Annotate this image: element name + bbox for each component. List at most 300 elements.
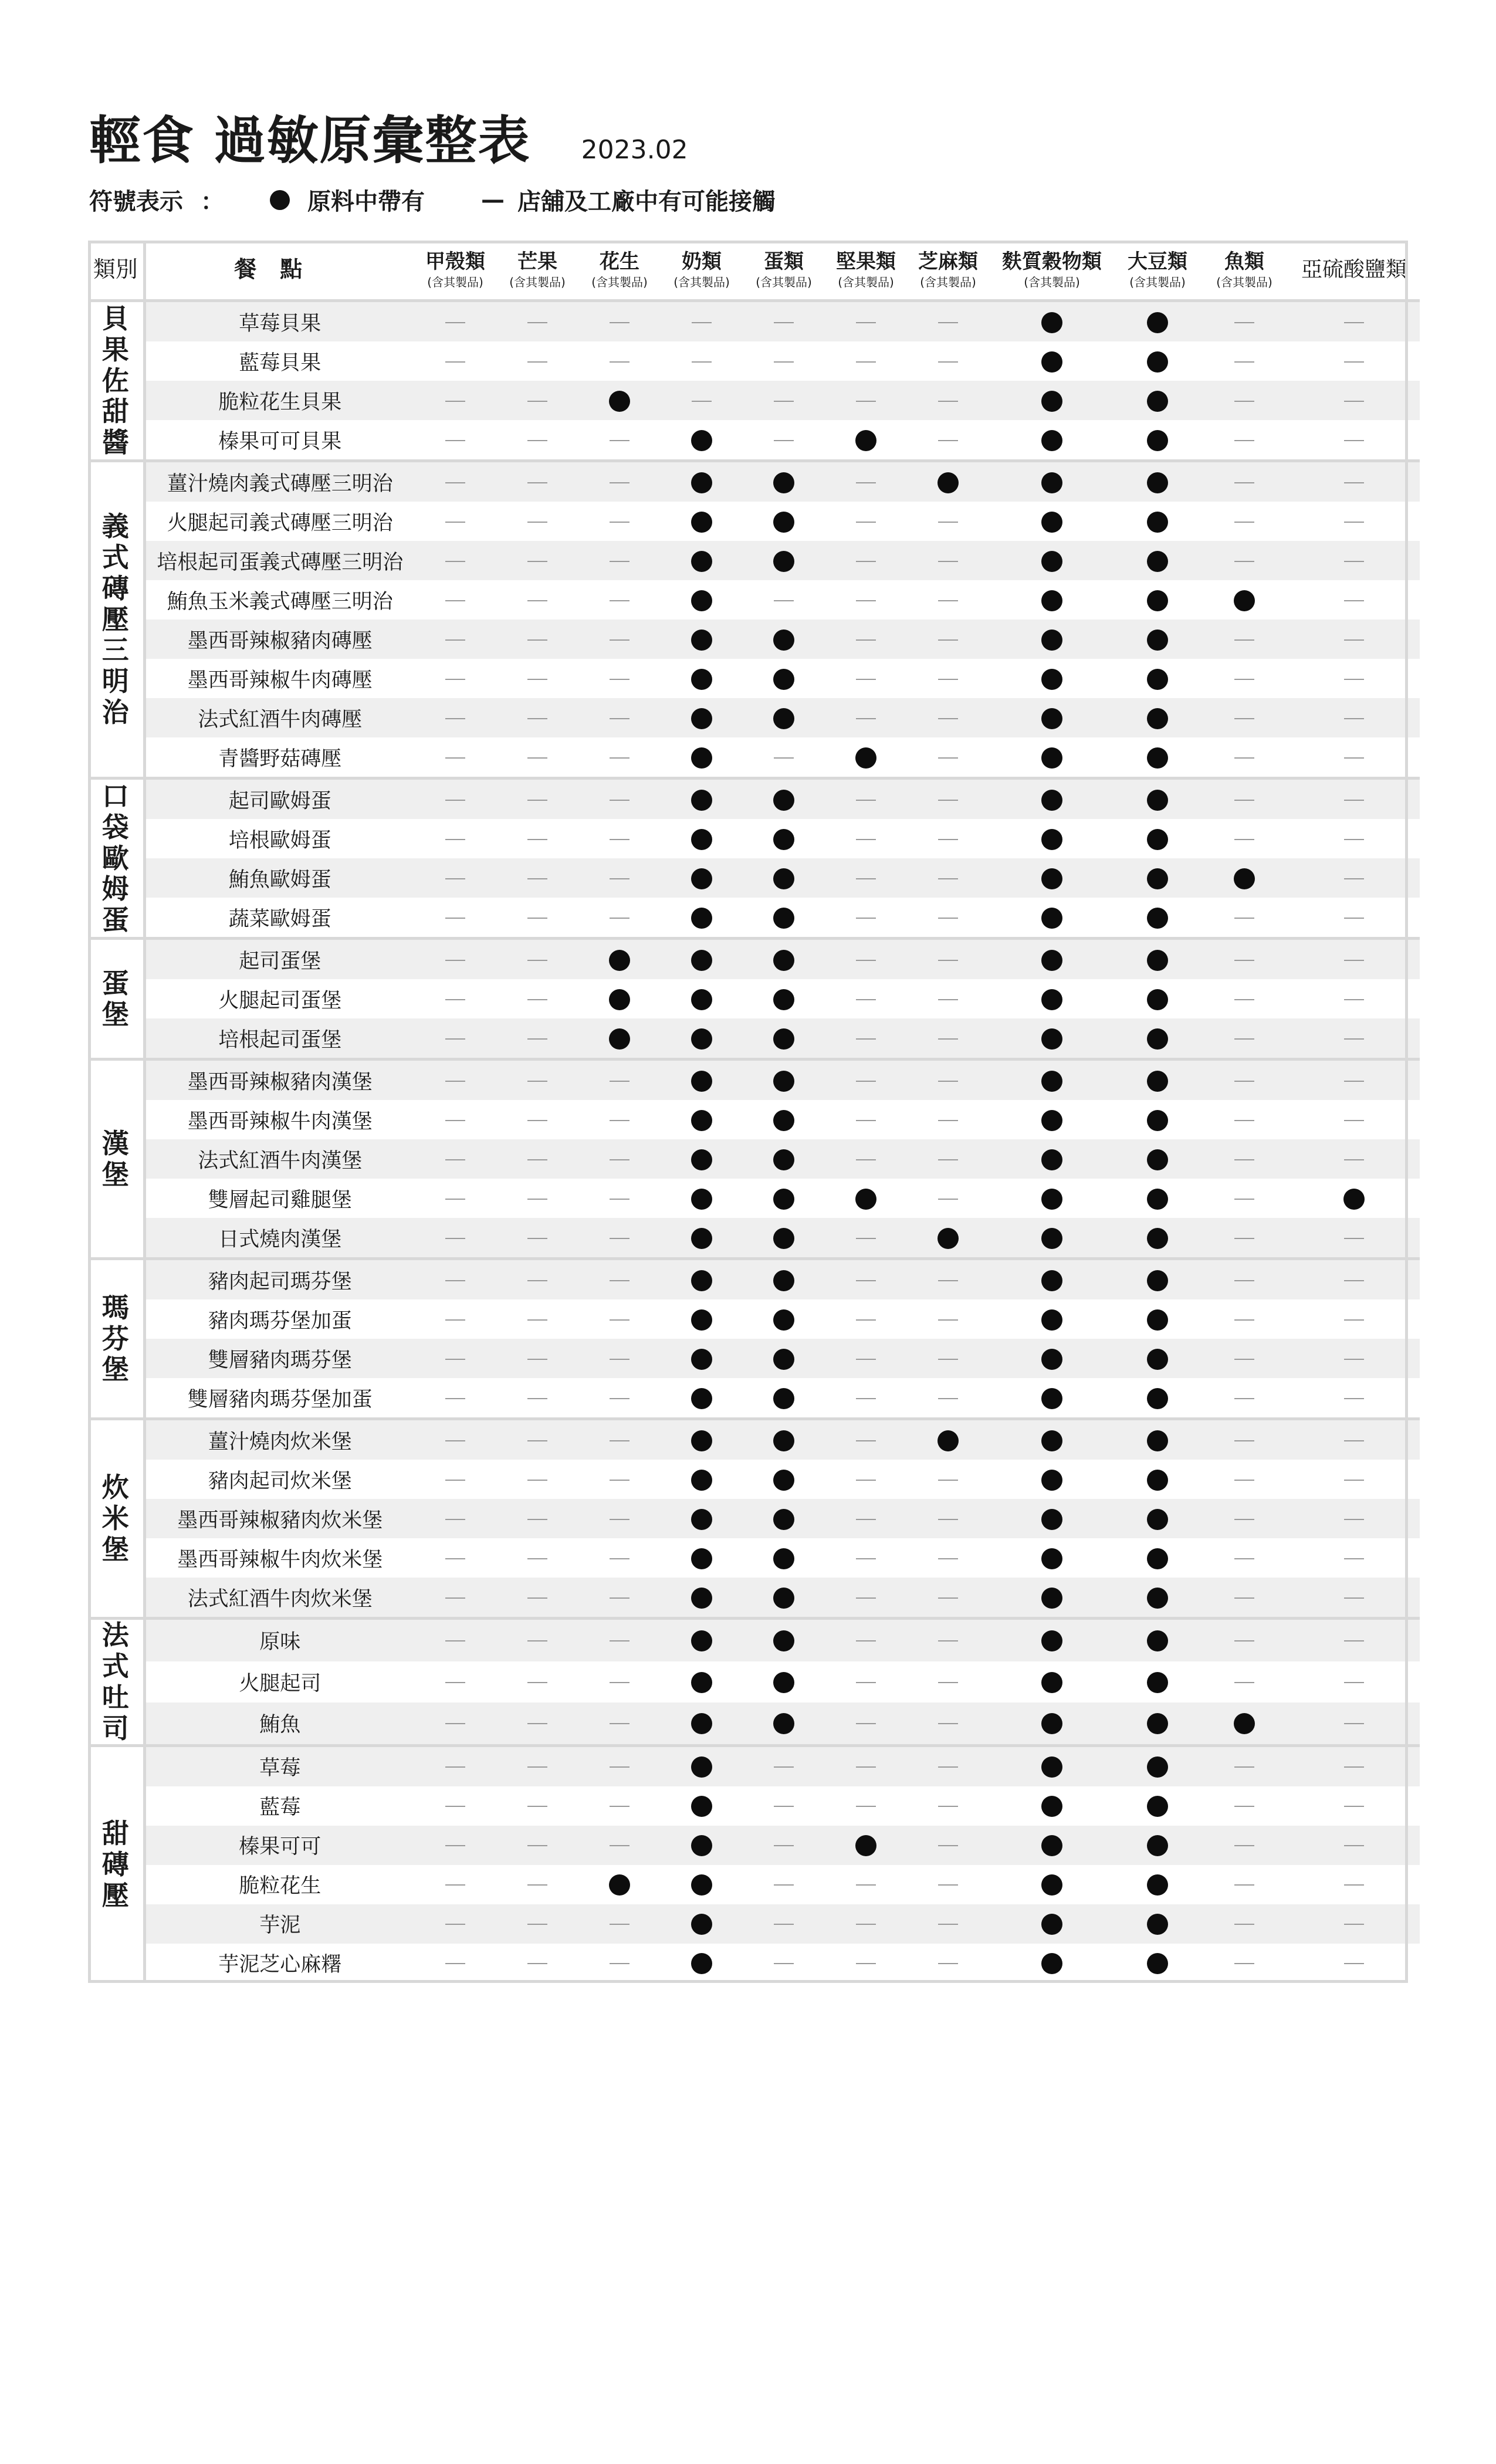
contains-dot-icon: [691, 590, 712, 611]
table-row: [88, 1578, 1420, 1619]
allergen-cell: [1115, 1619, 1200, 1661]
possible-contact-dash-icon: [610, 482, 629, 483]
allergen-cell: [907, 502, 989, 541]
allergen-cell: [1200, 979, 1288, 1018]
possible-contact-dash-icon: [1344, 482, 1364, 483]
allergen-cell: [907, 1339, 989, 1378]
title-block: [89, 100, 688, 174]
possible-contact-dash-icon: [856, 1682, 876, 1683]
possible-contact-dash-icon: [610, 1359, 629, 1360]
allergen-cell: [578, 1786, 661, 1826]
possible-contact-dash-icon: [856, 600, 876, 601]
contains-dot-icon: [1041, 1149, 1062, 1170]
contains-dot-icon: [773, 1228, 794, 1249]
allergen-cell: [661, 1904, 743, 1944]
allergen-cell: [1200, 620, 1288, 659]
allergen-cell: [989, 1944, 1115, 1983]
possible-contact-dash-icon: [938, 1319, 958, 1321]
possible-contact-dash-icon: [1234, 639, 1254, 641]
table-row: [88, 1499, 1420, 1538]
possible-contact-dash-icon: [1344, 1640, 1364, 1641]
allergen-cell: [825, 1786, 907, 1826]
contains-dot-icon: [1041, 908, 1062, 929]
possible-contact-dash-icon: [938, 839, 958, 840]
allergen-cell: [907, 737, 989, 779]
table-row: [88, 1745, 1420, 1786]
contains-dot-icon: [773, 1309, 794, 1331]
contains-dot-icon: [1041, 1713, 1062, 1734]
contains-dot-icon: [691, 1110, 712, 1131]
table-row: [88, 1339, 1420, 1378]
category-group: [88, 1745, 1420, 1983]
allergen-cell: [414, 1904, 496, 1944]
allergen-cell: [661, 1259, 743, 1300]
allergen-cell: [578, 1661, 661, 1703]
contains-dot-icon: [1147, 1796, 1168, 1817]
possible-contact-dash-icon: [1234, 718, 1254, 719]
possible-contact-dash-icon: [1344, 800, 1364, 801]
contains-dot-icon: [1041, 1548, 1062, 1569]
possible-contact-dash-icon: [856, 878, 876, 879]
contains-dot-icon: [1343, 1189, 1365, 1210]
contains-dot-icon: [691, 430, 712, 451]
possible-contact-dash-icon: [610, 1723, 629, 1724]
allergen-cell: [1115, 1060, 1200, 1101]
possible-contact-dash-icon: [445, 1597, 465, 1599]
legend-dash-text: 店舖及工廠中有可能接觸: [517, 188, 776, 215]
allergen-column-header: [578, 241, 661, 301]
possible-contact-dash-icon: [445, 878, 465, 879]
allergen-name: 芝麻類: [918, 249, 978, 273]
allergen-cell: [496, 1460, 578, 1499]
allergen-cell: [1288, 541, 1420, 580]
allergen-cell: [1288, 1745, 1420, 1786]
allergen-cell: [1115, 659, 1200, 698]
allergen-cell: [743, 1339, 825, 1378]
allergen-cell: [578, 1060, 661, 1101]
allergen-cell: [578, 541, 661, 580]
possible-contact-dash-icon: [445, 1038, 465, 1040]
possible-contact-dash-icon: [527, 639, 547, 641]
allergen-cell: [414, 737, 496, 779]
allergen-cell: [496, 1218, 578, 1259]
contains-dot-icon: [1041, 669, 1062, 690]
possible-contact-dash-icon: [856, 1398, 876, 1399]
possible-contact-dash-icon: [938, 679, 958, 680]
possible-contact-dash-icon: [527, 1081, 547, 1082]
contains-dot-icon: [1041, 1349, 1062, 1370]
contains-dot-icon: [1147, 430, 1168, 451]
allergen-cell: [907, 1578, 989, 1619]
possible-contact-dash-icon: [445, 1766, 465, 1768]
possible-contact-dash-icon: [856, 1280, 876, 1281]
contains-dot-icon: [691, 1914, 712, 1935]
possible-contact-dash-icon: [445, 1806, 465, 1807]
possible-contact-dash-icon: [1234, 1640, 1254, 1641]
menu-item-name: 蔬菜歐姆蛋: [228, 907, 331, 931]
possible-contact-dash-icon: [527, 322, 547, 323]
possible-contact-dash-icon: [856, 1723, 876, 1724]
possible-contact-dash-icon: [856, 960, 876, 961]
possible-contact-dash-icon: [938, 800, 958, 801]
allergen-cell: [1288, 1904, 1420, 1944]
table-row: [88, 1786, 1420, 1826]
allergen-name: 蛋類: [764, 249, 804, 273]
allergen-cell: [496, 1419, 578, 1460]
allergen-cell: [496, 1179, 578, 1218]
allergen-cell: [743, 1661, 825, 1703]
table-row: [88, 1218, 1420, 1259]
possible-contact-dash-icon: [1234, 918, 1254, 919]
allergen-cell: [578, 1139, 661, 1179]
possible-contact-dash-icon: [1344, 1682, 1364, 1683]
allergen-cell: [825, 659, 907, 698]
possible-contact-dash-icon: [938, 1597, 958, 1599]
menu-item-name: 起司歐姆蛋: [144, 779, 414, 820]
contains-dot-icon: [1041, 351, 1062, 373]
allergen-cell: [1200, 1419, 1288, 1460]
contains-dot-icon: [855, 1835, 876, 1856]
possible-contact-dash-icon: [527, 1038, 547, 1040]
contains-dot-icon: [1041, 1672, 1062, 1693]
table-row: [88, 1060, 1420, 1101]
possible-contact-dash-icon: [856, 1440, 876, 1441]
allergen-cell: [907, 659, 989, 698]
allergen-cell: [1200, 341, 1288, 381]
allergen-cell: [825, 1259, 907, 1300]
possible-contact-dash-icon: [610, 1120, 629, 1121]
possible-contact-dash-icon: [445, 918, 465, 919]
possible-contact-dash-icon: [1234, 561, 1254, 562]
allergen-cell: [1115, 341, 1200, 381]
allergen-cell: [907, 1060, 989, 1101]
allergen-cell: [743, 1139, 825, 1179]
allergen-cell: [1115, 1460, 1200, 1499]
allergen-cell: [907, 1419, 989, 1460]
possible-contact-dash-icon: [856, 1597, 876, 1599]
possible-contact-dash-icon: [610, 1480, 629, 1481]
allergen-cell: [578, 898, 661, 939]
allergen-cell: [907, 1826, 989, 1865]
allergen-column-header: [1200, 241, 1288, 301]
possible-contact-dash-icon: [527, 918, 547, 919]
possible-contact-dash-icon: [527, 1480, 547, 1481]
allergen-cell: [989, 979, 1115, 1018]
possible-contact-dash-icon: [1234, 1884, 1254, 1886]
allergen-cell: [743, 461, 825, 502]
possible-contact-dash-icon: [1234, 1199, 1254, 1200]
possible-contact-dash-icon: [445, 1120, 465, 1121]
menu-item-name: 墨西哥辣椒豬肉磚壓: [144, 620, 414, 659]
possible-contact-dash-icon: [527, 1120, 547, 1121]
allergen-column-header: [1115, 241, 1200, 301]
possible-contact-dash-icon: [445, 1398, 465, 1399]
allergen-cell: [1288, 301, 1420, 342]
contains-dot-icon: [773, 868, 794, 889]
allergen-name: 花生: [600, 249, 639, 273]
contains-dot-icon: [1234, 868, 1255, 889]
contains-dot-icon: [773, 1349, 794, 1370]
contains-dot-icon: [1041, 1309, 1062, 1331]
possible-contact-dash-icon: [856, 361, 876, 363]
allergen-cell: [743, 1218, 825, 1259]
possible-contact-dash-icon: [1344, 1038, 1364, 1040]
possible-contact-dash-icon: [527, 1806, 547, 1807]
allergen-cell: [1200, 1703, 1288, 1745]
possible-contact-dash-icon: [445, 1199, 465, 1200]
allergen-cell: [825, 1299, 907, 1339]
possible-contact-dash-icon: [1344, 1884, 1364, 1886]
menu-item-name: 火腿起司: [239, 1671, 321, 1695]
table-row: [88, 1661, 1420, 1703]
allergen-cell: [414, 1786, 496, 1826]
allergen-cell: [578, 659, 661, 698]
contains-dot-icon: [1147, 1756, 1168, 1778]
allergen-cell: [578, 779, 661, 820]
allergen-cell: [661, 1100, 743, 1139]
menu-item-name: 法式紅酒牛肉漢堡: [144, 1139, 414, 1179]
allergen-cell: [1200, 301, 1288, 342]
possible-contact-dash-icon: [1344, 999, 1364, 1000]
category-text: 蛋 堡: [101, 967, 129, 1030]
allergen-cell: [1288, 1259, 1420, 1300]
table-row: [88, 341, 1420, 381]
allergen-cell: [1115, 1139, 1200, 1179]
contains-dot-icon: [1041, 551, 1062, 572]
allergen-cell: [496, 620, 578, 659]
menu-item-name: 草莓貝果: [144, 301, 414, 342]
allergen-cell: [578, 819, 661, 858]
menu-item-name: 培根歐姆蛋: [228, 828, 331, 852]
possible-contact-dash-icon: [856, 918, 876, 919]
allergen-name: 魚類: [1224, 249, 1264, 273]
contains-dot-icon: [691, 790, 712, 811]
allergen-cell: [907, 939, 989, 980]
category-text: 貝 果 佐 甜 醬: [101, 302, 129, 459]
allergen-cell: [1115, 461, 1200, 502]
possible-contact-dash-icon: [938, 918, 958, 919]
contains-dot-icon: [773, 1672, 794, 1693]
allergen-cell: [496, 979, 578, 1018]
allergen-cell: [1200, 1619, 1288, 1661]
possible-contact-dash-icon: [445, 1238, 465, 1239]
category-label: [88, 1745, 144, 1983]
allergen-cell: [1200, 659, 1288, 698]
possible-contact-dash-icon: [1344, 878, 1364, 879]
allergen-cell: [414, 1378, 496, 1419]
contains-dot-icon: [691, 1388, 712, 1409]
possible-contact-dash-icon: [610, 1558, 629, 1559]
possible-contact-dash-icon: [856, 1159, 876, 1160]
allergen-cell: [1200, 1299, 1288, 1339]
possible-contact-dash-icon: [527, 999, 547, 1000]
possible-contact-dash-icon: [1344, 322, 1364, 323]
allergen-cell: [578, 1703, 661, 1745]
possible-contact-dash-icon: [445, 1884, 465, 1886]
contains-dot-icon: [609, 1874, 630, 1896]
allergen-cell: [414, 1865, 496, 1904]
possible-contact-dash-icon: [1344, 600, 1364, 601]
possible-contact-dash-icon: [527, 1159, 547, 1160]
allergen-cell: [496, 1703, 578, 1745]
contains-dot-icon: [1147, 908, 1168, 929]
allergen-cell: [1288, 659, 1420, 698]
table-row: [88, 698, 1420, 737]
allergen-cell: [825, 779, 907, 820]
allergen-cell: [1115, 502, 1200, 541]
menu-item-name: 芋泥: [144, 1904, 414, 1944]
allergen-cell: [743, 979, 825, 1018]
menu-item-name: 墨西哥辣椒牛肉漢堡: [187, 1109, 373, 1133]
contains-dot-icon: [773, 1430, 794, 1451]
allergen-cell: [1200, 939, 1288, 980]
table-row: [88, 979, 1420, 1018]
allergen-cell: [661, 1499, 743, 1538]
allergen-cell: [496, 1299, 578, 1339]
possible-contact-dash-icon: [610, 1597, 629, 1599]
allergen-cell: [907, 1460, 989, 1499]
allergen-cell: [743, 1378, 825, 1419]
allergen-cell: [989, 1745, 1115, 1786]
allergen-cell: [661, 1944, 743, 1983]
possible-contact-dash-icon: [856, 839, 876, 840]
allergen-cell: [1288, 1786, 1420, 1826]
allergen-cell: [989, 1299, 1115, 1339]
allergen-cell: [661, 1619, 743, 1661]
possible-contact-dash-icon: [527, 600, 547, 601]
possible-contact-dash-icon: [1344, 401, 1364, 402]
contains-dot-icon: [691, 1874, 712, 1896]
possible-contact-dash-icon: [938, 960, 958, 961]
category-text: 甜 磚 壓: [101, 1817, 129, 1911]
possible-contact-dash-icon: [938, 718, 958, 719]
allergen-cell: [578, 1339, 661, 1378]
allergen-cell: [496, 659, 578, 698]
contains-dot-icon: [1147, 790, 1168, 811]
possible-contact-dash-icon: [445, 999, 465, 1000]
contains-dot-icon: [773, 1470, 794, 1491]
allergen-cell: [743, 1460, 825, 1499]
allergen-cell: [414, 1339, 496, 1378]
allergen-cell: [496, 1826, 578, 1865]
allergen-cell: [1115, 1339, 1200, 1378]
allergen-column-header: [661, 241, 743, 301]
contains-dot-icon: [773, 669, 794, 690]
table-row: [88, 659, 1420, 698]
possible-contact-dash-icon: [938, 1359, 958, 1360]
allergen-cell: [825, 381, 907, 420]
contains-dot-icon: [609, 391, 630, 412]
allergen-cell: [661, 502, 743, 541]
allergen-cell: [661, 1060, 743, 1101]
possible-contact-dash-icon: [938, 757, 958, 759]
possible-contact-dash-icon: [527, 1640, 547, 1641]
allergen-cell: [825, 580, 907, 620]
allergen-cell: [1200, 1538, 1288, 1578]
possible-contact-dash-icon: [610, 1199, 629, 1200]
allergen-cell: [1115, 1745, 1200, 1786]
possible-contact-dash-icon: [938, 1120, 958, 1121]
allergen-cell: [578, 1218, 661, 1259]
possible-contact-dash-icon: [610, 800, 629, 801]
table-row: [88, 381, 1420, 420]
allergen-cell: [743, 381, 825, 420]
menu-item-name: 法式紅酒牛肉炊米堡: [144, 1578, 414, 1619]
contains-dot-icon: [1147, 1672, 1168, 1693]
allergen-cell: [907, 819, 989, 858]
possible-contact-dash-icon: [1344, 1319, 1364, 1321]
allergen-cell: [1288, 1218, 1420, 1259]
allergen-cell: [825, 1703, 907, 1745]
possible-contact-dash-icon: [1344, 1963, 1364, 1964]
possible-contact-dash-icon: [856, 482, 876, 483]
contains-dot-icon: [691, 669, 712, 690]
possible-contact-dash-icon: [1234, 1519, 1254, 1520]
table-row: [88, 541, 1420, 580]
allergen-cell: [1115, 698, 1200, 737]
possible-contact-dash-icon: [774, 600, 794, 601]
contains-dot-icon: [855, 430, 876, 451]
possible-contact-dash-icon: [1344, 1766, 1364, 1768]
allergen-cell: [989, 1018, 1115, 1060]
allergen-cell: [1115, 1786, 1200, 1826]
contains-dot-icon: [691, 1509, 712, 1530]
possible-contact-dash-icon: [527, 1280, 547, 1281]
table-row: [88, 620, 1420, 659]
allergen-cell: [989, 698, 1115, 737]
allergen-cell: [578, 1499, 661, 1538]
allergen-cell: [1115, 1419, 1200, 1460]
table-row: [88, 1139, 1420, 1179]
allergen-cell: [1288, 1619, 1420, 1661]
table-row: [88, 898, 1420, 939]
possible-contact-dash-icon: [445, 482, 465, 483]
allergen-cell: [989, 1619, 1115, 1661]
allergen-table: [88, 241, 1420, 1983]
allergen-cell: [1288, 1865, 1420, 1904]
category-group: [88, 1619, 1420, 1746]
possible-contact-dash-icon: [938, 1963, 958, 1964]
possible-contact-dash-icon: [527, 839, 547, 840]
contains-dot-icon: [1041, 629, 1062, 651]
allergen-cell: [1288, 898, 1420, 939]
category-label: [88, 1419, 144, 1619]
contains-dot-icon: [1147, 868, 1168, 889]
contains-dot-icon: [773, 1509, 794, 1530]
possible-contact-dash-icon: [692, 322, 712, 323]
allergen-cell: [414, 819, 496, 858]
possible-contact-dash-icon: [774, 1963, 794, 1964]
possible-contact-dash-icon: [1234, 1120, 1254, 1121]
possible-contact-dash-icon: [938, 639, 958, 641]
allergen-cell: [496, 420, 578, 461]
allergen-cell: [496, 1339, 578, 1378]
table-row: [88, 1826, 1420, 1865]
allergen-cell: [743, 1100, 825, 1139]
allergen-cell: [1115, 1826, 1200, 1865]
allergen-cell: [1288, 1460, 1420, 1499]
allergen-cell: [825, 858, 907, 898]
possible-contact-dash-icon: [774, 1845, 794, 1846]
menu-item-name: 鮪魚歐姆蛋: [144, 858, 414, 898]
menu-item-name: 墨西哥辣椒牛肉磚壓: [187, 668, 373, 692]
table-row: [88, 1299, 1420, 1339]
allergen-cell: [1115, 1904, 1200, 1944]
allergen-cell: [989, 1419, 1115, 1460]
menu-item-name: 火腿起司蛋堡: [218, 989, 342, 1013]
allergen-cell: [496, 1259, 578, 1300]
allergen-cell: [1288, 341, 1420, 381]
